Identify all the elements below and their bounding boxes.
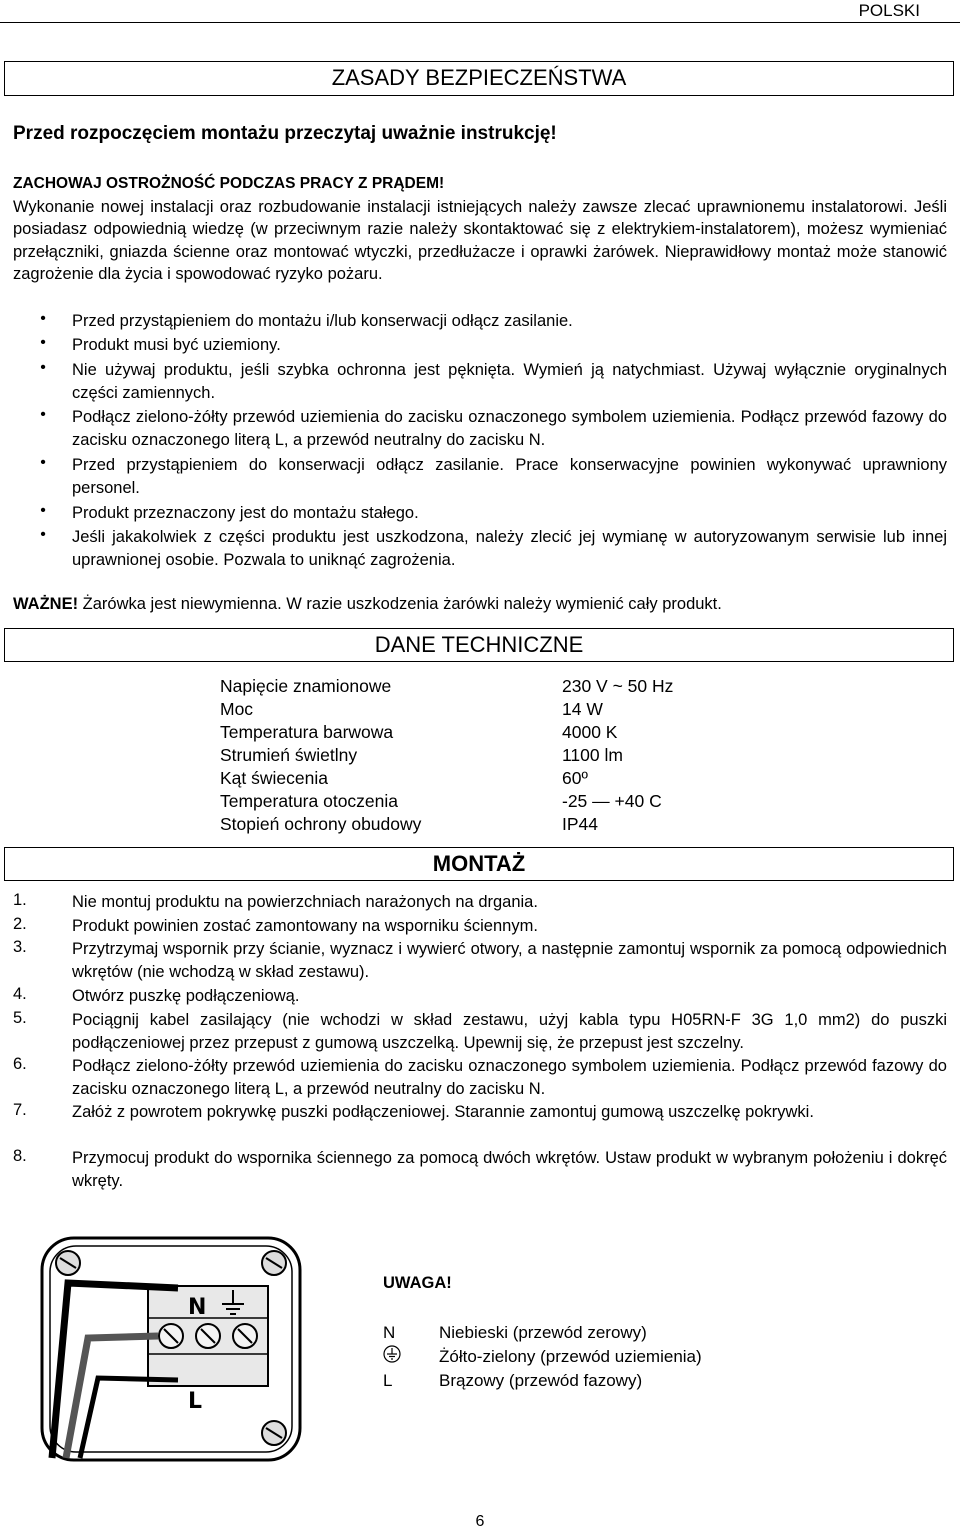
bullet-icon: • — [40, 310, 46, 327]
list-item: Produkt przeznaczony jest do montażu stałego. — [72, 504, 419, 522]
page-number: 6 — [475, 1513, 485, 1530]
step-number: 4. — [13, 985, 27, 1003]
step-number: 6. — [13, 1055, 27, 1073]
important-note — [13, 595, 722, 614]
tech-value: IP44 — [562, 814, 598, 834]
step-text: Podłącz zielono-żółty przewód uziemienia do zacisku oznaczonego symbolem uziemienia. Podłącz przewód fazowy do zacisku oznaczonego literą L, a przewód neutralny do zacisku N. — [72, 1057, 947, 1098]
diagram-label-n: N — [188, 1295, 207, 1320]
step-number: 1. — [13, 891, 27, 909]
tech-value: 60º — [562, 768, 588, 788]
tech-label: Moc — [220, 699, 254, 719]
step-number: 8. — [13, 1147, 27, 1165]
list-item: Przed przystąpieniem do montażu i/lub konserwacji odłącz zasilanie. — [72, 312, 573, 330]
tech-label: Strumień świetlny — [220, 745, 358, 765]
step-number: 2. — [13, 915, 27, 933]
step-text: Załóż z powrotem pokrywkę puszki podłączeniowej. Starannie zamontuj gumową uszczelkę pokrywki. — [72, 1103, 814, 1121]
mount-title: MONTAŻ — [432, 851, 526, 876]
legend-text: Brązowy (przewód fazowy) — [439, 1371, 643, 1390]
page-header — [0, 0, 960, 23]
terminal-screw-icon — [196, 1324, 220, 1348]
bullet-icon: • — [40, 406, 46, 423]
mount-steps — [0, 891, 960, 1191]
list-item: Podłącz zielono-żółty przewód uziemienia do zacisku oznaczonego symbolem uziemienia. Podłącz przewód fazowy do zacisku oznaczonego literą L, a przewód neutralny do zacisku N. — [72, 408, 947, 449]
step-text: Nie montuj produktu na powierzchniach narażonych na drgania. — [72, 893, 538, 911]
tech-title-box — [4, 628, 954, 662]
step-number: 7. — [13, 1101, 27, 1119]
safety-intro: Przed rozpoczęciem montażu przeczytaj uważnie instrukcję! — [13, 123, 557, 144]
caution-text: Wykonanie nowej instalacji oraz rozbudowanie instalacji istniejących należy zawsze zlecać uprawnionemu instalatorowi. Jeśli posiadasz odpowiednią wiedzę (w przeciwnym razie należy skontaktować się z elektrykiem-instalatorem), możesz wymieniać przełączniki, gniazda ścienne oraz montować wtyczki, przedłużacze i oprawki żarówek. Nieprawidłowy montaż może stanowić zagrożenie dla życia i spowodować ryzyko pożaru. — [13, 197, 947, 284]
important-label: WAŻNE! — [13, 595, 79, 613]
tech-value: -25 — +40 C — [562, 791, 662, 811]
legend-symbol-n: N — [383, 1323, 396, 1342]
list-item: Nie używaj produktu, jeśli szybka ochronna jest pęknięta. Wymień ją natychmiast. Używaj wyłącznie oryginalnych części zamiennych. — [72, 361, 947, 402]
step-number: 5. — [13, 1009, 27, 1027]
tech-label: Temperatura otoczenia — [220, 791, 399, 811]
tech-value: 14 W — [562, 699, 603, 719]
step-text: Przymocuj produkt do wspornika ściennego za pomocą dwóch wkrętów. Ustaw produkt w wybranym położeniu i dokręć wkręty. — [72, 1149, 947, 1190]
diagram-label-l: L — [188, 1389, 203, 1414]
list-item: Przed przystąpieniem do konserwacji odłącz zasilanie. Prace konserwacyjne powinien wykonywać uprawniony personel. — [72, 456, 947, 497]
tech-label: Napięcie znamionowe — [220, 676, 392, 696]
safety-caution — [13, 173, 947, 286]
corner-screw-icon — [262, 1251, 286, 1275]
list-item: Jeśli jakakolwiek z części produktu jest uszkodzona, należy zlecić jej wymianę w autoryzowanym serwisie lub innej uprawnionej osobie. Pozwala to uniknąć zagrożenia. — [72, 528, 947, 569]
step-text: Pociągnij kabel zasilający (nie wchodzi w skład zestawu, użyj kabla typu H05RN-F 3G 1,0 mm2) do puszki podłączeniowej przez przepust z gumową uszczelką. Upewnij się, że przepust jest szczelny. — [72, 1011, 947, 1052]
caution-heading: ZACHOWAJ OSTROŻNOŚĆ PODCZAS PRACY Z PRĄDEM! — [13, 175, 445, 192]
mount-title-box — [4, 847, 954, 881]
corner-screw-icon — [262, 1421, 286, 1445]
safety-title-box — [4, 61, 954, 96]
bullet-icon: • — [40, 334, 46, 351]
list-item: Produkt musi być uziemiony. — [72, 336, 281, 354]
terminal-screw-icon — [159, 1324, 183, 1348]
legend-text: Żółto-zielony (przewód uziemienia) — [439, 1347, 702, 1366]
tech-value: 4000 K — [562, 722, 618, 742]
tech-label: Kąt świecenia — [220, 768, 328, 788]
safety-bullet-list — [13, 310, 960, 580]
step-text: Produkt powinien zostać zamontowany na wsporniku ściennym. — [72, 917, 538, 935]
legend-symbol-l: L — [383, 1371, 393, 1390]
important-text: Żarówka jest niewymienna. W razie uszkodzenia żarówki należy wymienić cały produkt. — [82, 595, 722, 613]
step-text: Przytrzymaj wspornik przy ścianie, wyznacz i wywierć otwory, a następnie zamontuj wspornik za pomocą odpowiednich wkrętów (nie wchodzą w skład zestawu). — [72, 940, 947, 981]
step-number: 3. — [13, 938, 27, 956]
bullet-icon: • — [40, 502, 46, 519]
wiring-diagram — [38, 1228, 306, 1468]
legend-list — [383, 1321, 943, 1396]
tech-value: 1100 lm — [562, 745, 623, 765]
tech-title: DANE TECHNICZNE — [374, 632, 584, 657]
ground-icon — [383, 1345, 401, 1363]
bullet-icon: • — [40, 454, 46, 471]
language-label: POLSKI — [858, 1, 920, 20]
tech-label: Temperatura barwowa — [220, 722, 394, 742]
safety-title: ZASADY BEZPIECZEŃSTWA — [331, 65, 627, 90]
tech-table — [0, 675, 960, 840]
legend-text: Niebieski (przewód zerowy) — [439, 1323, 647, 1342]
bullet-icon: • — [40, 526, 46, 543]
step-text: Otwórz puszkę podłączeniową. — [72, 987, 300, 1005]
tech-label: Stopień ochrony obudowy — [220, 814, 422, 834]
bullet-icon: • — [40, 359, 46, 376]
corner-screw-icon — [56, 1251, 80, 1275]
tech-value: 230 V ~ 50 Hz — [562, 676, 674, 696]
terminal-screw-icon — [233, 1324, 257, 1348]
legend-title: UWAGA! — [383, 1274, 452, 1292]
